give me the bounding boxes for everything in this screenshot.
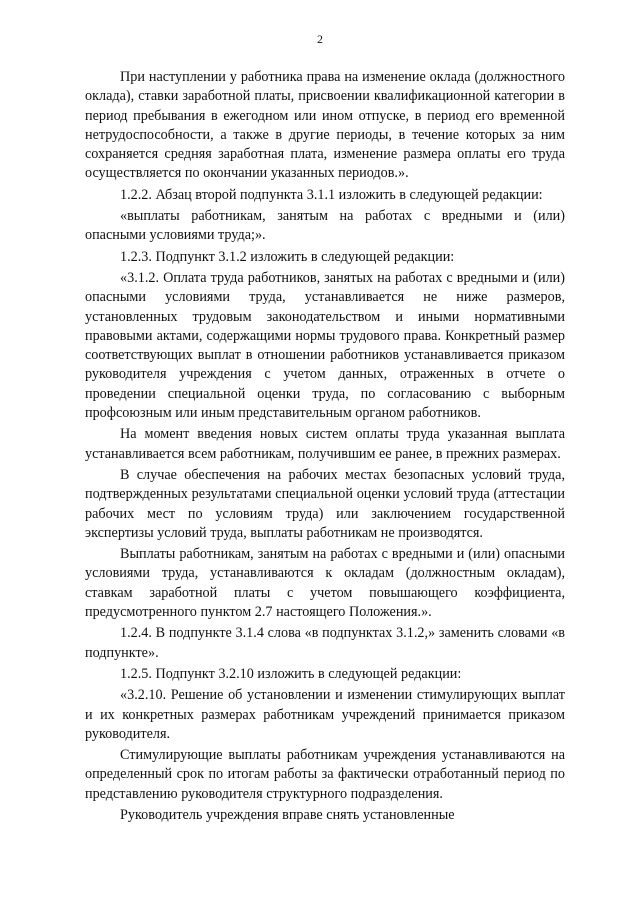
paragraph-4: 1.2.3. Подпункт 3.1.2 изложить в следующей редакции: <box>120 248 455 265</box>
paragraph-2: 1.2.2. Абзац второй подпункта 3.1.1 изложить в следующей редакции: <box>120 186 543 203</box>
paragraph-12: Стимулирующие выплаты работникам учреждения устанавливаются на определенный срок по итогам работы за фактически отработанный период по представлению руководителя структурного подразделения. <box>85 747 565 802</box>
paragraph-5: «3.1.2. Оплата труда работников, занятых на работах с вредными и (или) опасными условиями труда, устанавливается не ниже размеров, установленных трудовым законодательством и иными нормативными правовыми актами, содержащими нормы трудового права. Конкретный размер соответствующих выплат в отношении работников устанавливается приказом руководителя учреждения с учетом данных, отраженных в отчете о проведении специальной оценки труда, по согласованию с выборным профсоюзным или иным представительным органом работников. <box>85 269 565 422</box>
paragraph-6: На момент введения новых систем оплаты труда указанная выплата устанавливается всем работникам, получившим ее ранее, в прежних размерах. <box>85 426 565 462</box>
page-number: 2 <box>317 32 323 46</box>
paragraph-7: В случае обеспечения на рабочих местах безопасных условий труда, подтвержденных результатами специальной оценки условий труда (аттестации рабочих мест по условиям труда) или заключением государственной экспертизы условий труда, выплаты работникам не производятся. <box>85 466 565 541</box>
paragraph-1: При наступлении у работника права на изменение оклада (должностного оклада), ставки заработной платы, присвоении квалификационной категории в период пребывания в ежегодном или ином отпуске, в период его временной нетрудоспособности, а также в другие периоды, в течение которых за ним сохраняется средняя заработная плата, изменение размера оплаты его труда осуществляется по окончании указанных периодов.». <box>85 69 565 182</box>
paragraph-13: Руководитель учреждения вправе снять установленные <box>120 806 455 823</box>
paragraph-9: 1.2.4. В подпункте 3.1.4 слова «в подпунктах 3.1.2,» заменить словами «в подпункте». <box>85 625 565 661</box>
paragraph-3: «выплаты работникам, занятым на работах с вредными и (или) опасными условиями труда;». <box>85 208 565 244</box>
paragraph-10: 1.2.5. Подпункт 3.2.10 изложить в следующей редакции: <box>120 665 462 682</box>
paragraph-11: «3.2.10. Решение об установлении и изменении стимулирующих выплат и их конкретных размерах работникам учреждений принимается приказом руководителя. <box>85 687 565 742</box>
paragraph-8: Выплаты работникам, занятым на работах с вредными и (или) опасными условиями труда, устанавливаются к окладам (должностным окладам), ставкам заработной платы с учетом повышающего коэффициента, предусмотренного пунктом 2.7 настоящего Положения.». <box>85 546 565 621</box>
document-body <box>85 68 565 827</box>
